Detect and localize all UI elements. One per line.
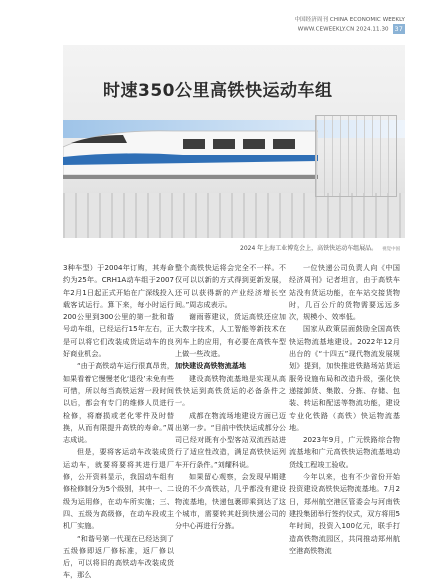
section-heading: 加快建设高铁物流基地: [175, 361, 246, 371]
article-column-3: [289, 262, 400, 557]
paragraph: “由于高铁动车运行很真昂贵，如果看着它慢慢老化‘退役’未免有些可惜，所以每当高铁运营一段时间以后，都会有专门的维修人员进行检修，将磨损或老化零件及时替换，从而有限提升高铁的寿命。”周志成说。: [63, 361, 174, 445]
paragraph: 整个高铁快运将会完全不一样。不仅可以以新的方式得到更新发展，还可以获得新的产业经济增长空间。”周志成表示。: [175, 263, 286, 309]
page-number-badge: 37: [394, 25, 403, 33]
paragraph: 一位快递公司负责人向《中国经济周刊》记者坦言，由于高铁车站没有货运功能，在车站交接货物时，几百公斤的货物需要远远多次，规模小、效率低。: [289, 263, 400, 322]
magazine-site-date: [294, 24, 405, 34]
photo-caption-text: 2024 年上海工业博览会上，高铁快运动车组展品。: [240, 245, 378, 252]
train-illustration: [63, 125, 318, 185]
paragraph: 谢雨蓉建议，货运高铁还应加大数字技术，人工智能等新技术在列车上的应用，有必要在高铁车型上做一些改进。: [175, 312, 286, 359]
photo-platform-floor: [63, 193, 405, 238]
train-photo: [63, 45, 405, 238]
paragraph: 成都在物流场地建设方面已迈出第一步。“目前中铁快运成都分公司已经对既有小型客站双流西站进行了适应性改造，满足高铁快运列车开行条件。”刘耀科说。: [175, 410, 286, 469]
magazine-url-date: WWW.CEWEEKLY.CN 2024.11.30: [297, 26, 389, 33]
magazine-name: 中国经济周刊 CHINA ECONOMIC WEEKLY: [294, 17, 405, 23]
photo-credit: 视觉中国: [382, 247, 401, 252]
paragraph: 建设高铁物流基地是实现从高铁快运到高铁货运的必备条件之一。: [175, 373, 286, 408]
photo-caption: [240, 243, 400, 252]
paragraph: 国家从政策层面鼓励全国高铁快运物流基地建设。2022年12月出台的《“十四五”现代物流发展规划》提到，加快推进铁路场站货运服务设施布局和改造升级，强化快递接卸货、集散、分拣、存储、包装、转运和配送等物流功能，建设专业化铁路（高铁）快运物流基地。: [289, 324, 400, 432]
photo-cargo-rack: [315, 115, 397, 197]
paragraph: 但是，要将客运动车改装成货运动车，就要将要将其进行退厂修，公开资料显示，我国动车组有修检修制分为5个级别，其中一、二级为运用修，在动车所实施；三、四、五级为高级修，在动车段或主机厂实施。: [63, 447, 174, 531]
article-column-1: [63, 262, 174, 582]
paragraph: 如果留心观察，会发现早期建设的不少高铁站，几乎都没有建设物流基地，快递包裹即乘到达了这个城市，需要转其赶到快递公司的分中心再进行分拣。: [175, 472, 286, 531]
photo-slogan: 时速350公里高铁快运动车组: [103, 81, 333, 101]
paragraph: 2023年9月，广元铁路综合物流基地和广元高铁快运物流基地动货线工程竣工验收。: [289, 435, 400, 469]
paragraph: “和谐号第一代现在已经达到了五级修即返厂修标准，返厂修以后，可以将旧的高铁动车改装成货车，那么: [63, 533, 174, 580]
article-column-2: [175, 262, 286, 533]
page-header: [294, 16, 405, 34]
magazine-title: [294, 16, 405, 24]
paragraph: 3种车型）于2004年订购，其寿命约为25年。CRH1A动车组于2007年2月1日起正式开始在广深线投入载客试运行。算下来，每小时运行200公里到300公里的第一批和谐号动车组，已经运行15年左右，正是可以将它们改装成货运动车的良好商业机会。: [63, 263, 174, 359]
paragraph: 今年以来，也有不少省份开始投资建设高铁快运物流基地。7月2日，郑州航空港区管委会与河南铁建投集团举行签约仪式，双方将用5年时间，投资入100亿元，联手打造高铁物流园区，共同推动郑州航空港高铁物流: [289, 472, 400, 555]
